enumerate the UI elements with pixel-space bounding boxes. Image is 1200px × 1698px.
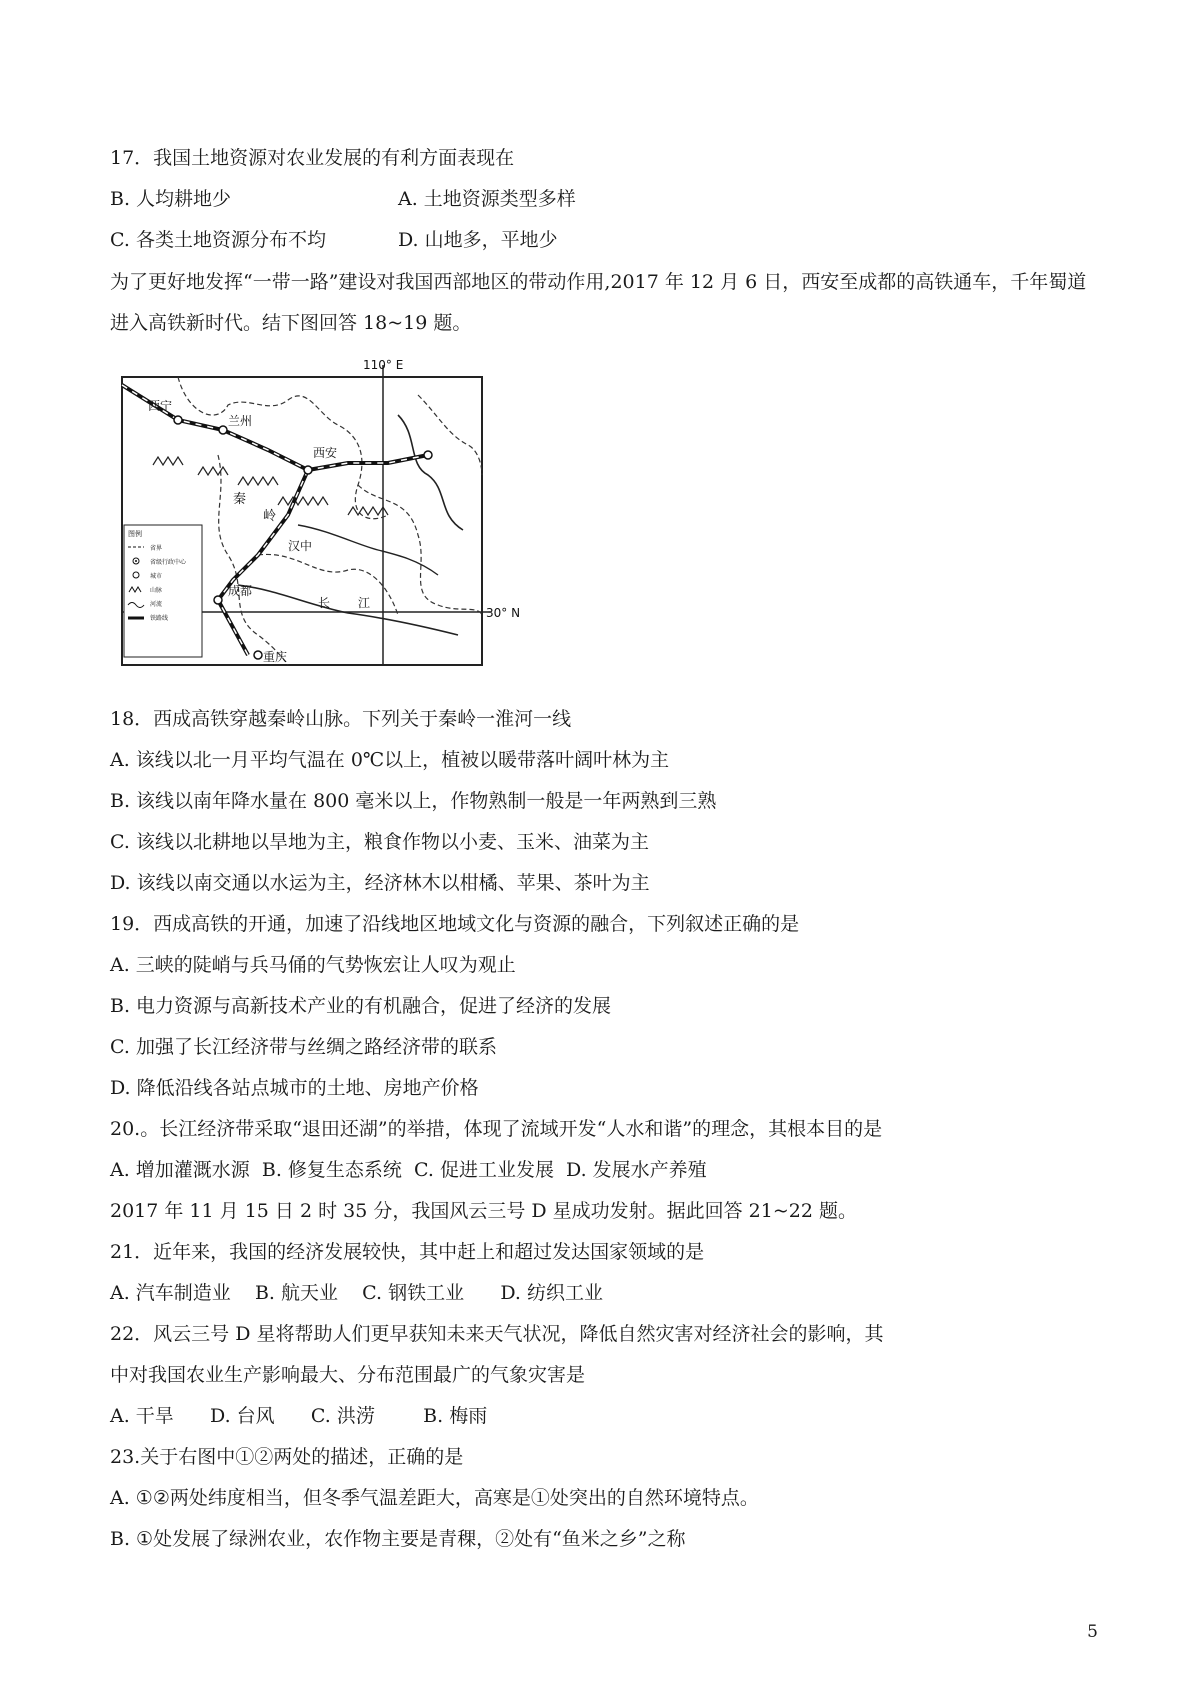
q20-options: A. 增加灌溉水源 B. 修复生态系统 C. 促进工业发展 D. 发展水产养殖 — [110, 1159, 707, 1181]
q18-option-a: A. 该线以北一月平均气温在 0℃以上，植被以暖带落叶阔叶林为主 — [110, 749, 670, 771]
river-hanjiang — [298, 525, 438, 575]
river-label-jiang: 江 — [358, 596, 371, 610]
river — [398, 415, 463, 530]
q23-option-a: A. ①②两处纬度相当，但冬季气温差距大，高寒是①处突出的自然环境特点。 — [110, 1487, 759, 1509]
q18-option-b: B. 该线以南年降水量在 800 毫米以上，作物熟制一般是一年两熟到三熟 — [110, 790, 717, 812]
q19-stem: 19．西成高铁的开通，加速了沿线地区地域文化与资源的融合，下列叙述正确的是 — [110, 913, 800, 935]
legend-boundary: 省界 — [150, 545, 163, 552]
q17-option-d: D. 山地多，平地少 — [398, 229, 558, 251]
mountain-range — [153, 457, 388, 515]
map-figure — [118, 355, 521, 669]
province-boundary — [418, 395, 482, 475]
q19-option-c: C. 加强了长江经济带与丝绸之路经济带的联系 — [110, 1036, 497, 1058]
q17-option-b: B. 人均耕地少 — [110, 188, 232, 210]
q19-option-a: A. 三峡的陡峭与兵马俑的气势恢宏让人叹为观止 — [110, 954, 516, 976]
legend-title: 图例 — [128, 530, 142, 538]
legend-railway: 铁路线 — [150, 615, 169, 622]
river-changjiang — [238, 585, 458, 635]
page-number: 5 — [1087, 1622, 1098, 1642]
q18-option-d: D. 该线以南交通以水运为主，经济林木以柑橘、苹果、茶叶为主 — [110, 872, 650, 894]
lat-label: 30° N — [486, 606, 521, 620]
lon-label: 110° E — [363, 358, 404, 372]
q18-option-c: C. 该线以北耕地以旱地为主，粮食作物以小麦、玉米、油菜为主 — [110, 831, 649, 853]
q21-stem: 21．近年来，我国的经济发展较快，其中赶上和超过发达国家领域的是 — [110, 1241, 705, 1263]
city-hanzhong: 汉中 — [288, 539, 313, 553]
q18-stem: 18．西成高铁穿越秦岭山脉。下列关于秦岭一淮河一线 — [110, 708, 572, 730]
city-xian: 西安 — [313, 446, 338, 460]
q22-stem-line2: 中对我国农业生产影响最大、分布范围最广的气象灾害是 — [110, 1364, 586, 1386]
city-lanzhou: 兰州 — [228, 414, 253, 428]
mountain-label-ling: 岭 — [263, 509, 277, 524]
q22-options: A. 干旱 D. 台风 C. 洪涝 B. 梅雨 — [110, 1405, 488, 1427]
intro-18-19: 为了更好地发挥“一带一路”建设对我国西部地区的带动作用,2017 年 12 月 6 日，西安至成都的高铁通车，千年蜀道进入高铁新时代。结下图回答 18~19 题。 — [110, 271, 1087, 334]
q21-options: A. 汽车制造业 B. 航天业 C. 钢铁工业 D. 纺织工业 — [110, 1282, 603, 1304]
q23-stem: 23.关于右图中①②两处的描述，正确的是 — [110, 1446, 464, 1468]
q17-option-c: C. 各类土地资源分布不均 — [110, 229, 326, 251]
q17-stem: 17．我国土地资源对农业发展的有利方面表现在 — [110, 147, 515, 169]
river-label-chang: 长 — [318, 596, 331, 610]
legend-city: 城市 — [150, 573, 163, 580]
q22-stem-line1: 22．风云三号 D 星将帮助人们更早获知未来天气状况，降低自然灾害对经济社会的影响，其 — [110, 1323, 884, 1345]
q19-option-d: D. 降低沿线各站点城市的土地、房地产价格 — [110, 1077, 479, 1099]
legend-mountain: 山脉 — [150, 587, 163, 594]
map-legend — [124, 525, 202, 657]
legend-river: 河流 — [150, 601, 163, 608]
city-chengdu: 成都 — [228, 584, 253, 598]
intro-21-22: 2017 年 11 月 15 日 2 时 35 分，我国风云三号 D 星成功发射。据此回答 21~22 题。 — [110, 1200, 857, 1222]
q17-option-a: A. 土地资源类型多样 — [398, 188, 576, 210]
q23-option-b: B. ①处发展了绿洲农业，农作物主要是青稞，②处有“鱼米之乡”之称 — [110, 1528, 686, 1550]
q20-stem: 20.。长江经济带采取“退田还湖”的举措，体现了流域开发“人水和谐”的理念，其根本目的是 — [110, 1118, 883, 1140]
city-chongqing: 重庆 — [263, 650, 288, 664]
city-xining: 西宁 — [148, 399, 173, 413]
mountain-label-qin: 秦 — [233, 492, 247, 507]
q19-option-b: B. 电力资源与高新技术产业的有机融合，促进了经济的发展 — [110, 995, 612, 1017]
city-markers — [174, 416, 432, 659]
legend-capital: 省级行政中心 — [150, 559, 187, 566]
